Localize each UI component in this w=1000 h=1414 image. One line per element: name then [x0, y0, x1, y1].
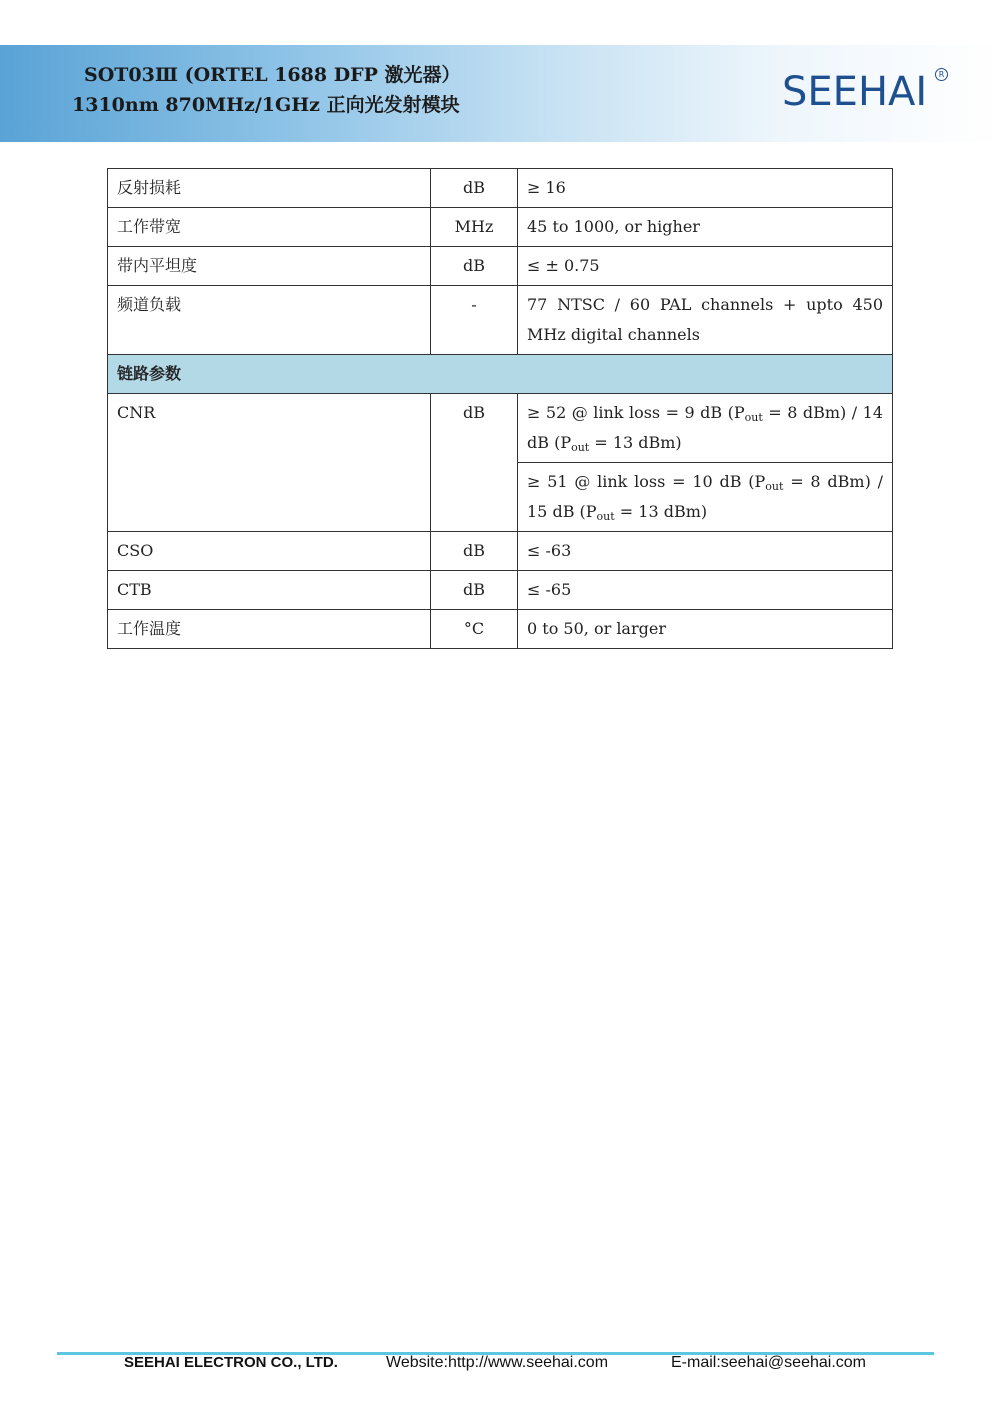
value-cell: ≥ 16 — [518, 169, 893, 208]
cnr-text: ≥ 51 @ link loss = 10 dB (P — [527, 472, 766, 491]
registered-mark-icon: R — [935, 68, 948, 81]
footer-company: SEEHAI ELECTRON CO., LTD. — [124, 1354, 338, 1371]
unit-cell: dB — [431, 532, 518, 571]
param-cell: 反射损耗 — [108, 169, 431, 208]
cnr-text: = 13 dBm) — [589, 433, 682, 452]
unit-cell: dB — [431, 571, 518, 610]
value-cell: ≤ ± 0.75 — [518, 247, 893, 286]
table-row — [108, 208, 893, 247]
cnr-subscript: out — [744, 411, 763, 424]
doc-subtitle: 1310nm 870MHz/1GHz 正向光发射模块 — [72, 94, 460, 116]
param-cell: 带内平坦度 — [108, 247, 431, 286]
unit-cell: MHz — [431, 208, 518, 247]
table-row — [108, 286, 893, 355]
cnr-text: = 13 dBm) — [614, 502, 708, 521]
param-cell: 工作温度 — [108, 610, 431, 649]
value-cell — [518, 394, 893, 463]
value-cell — [518, 463, 893, 532]
value-cell: 0 to 50, or larger — [518, 610, 893, 649]
param-cell: CNR — [108, 394, 431, 532]
unit-cell: - — [431, 286, 518, 355]
unit-cell: dB — [431, 247, 518, 286]
unit-cell: dB — [431, 169, 518, 208]
section-row — [108, 355, 893, 394]
seehai-logo: SEEHAI — [782, 69, 928, 115]
value-cell: ≤ -63 — [518, 532, 893, 571]
table-row — [108, 394, 893, 463]
param-cell: CTB — [108, 571, 431, 610]
cnr-subscript: out — [596, 510, 615, 523]
table-row — [108, 247, 893, 286]
table-row — [108, 532, 893, 571]
cnr-subscript: out — [765, 480, 784, 493]
footer-website-link[interactable]: Website:http://www.seehai.com — [386, 1354, 609, 1371]
spec-table — [107, 168, 893, 649]
footer-email-link[interactable]: E-mail:seehai@seehai.com — [671, 1354, 866, 1371]
cnr-text: ≥ 52 @ link loss = 9 dB (P — [527, 403, 745, 422]
unit-cell: dB — [431, 394, 518, 532]
param-cell: 频道负载 — [108, 286, 431, 355]
param-cell: 工作带宽 — [108, 208, 431, 247]
table-row — [108, 169, 893, 208]
doc-title: SOT03Ⅲ (ORTEL 1688 DFP 激光器） — [84, 64, 461, 86]
cnr-text: = 8 dBm) / 15 dB (P — [527, 472, 883, 521]
unit-cell: °C — [431, 610, 518, 649]
param-cell: CSO — [108, 532, 431, 571]
value-cell: 45 to 1000, or higher — [518, 208, 893, 247]
cnr-subscript: out — [571, 441, 590, 454]
value-cell: ≤ -65 — [518, 571, 893, 610]
table-row — [108, 610, 893, 649]
section-title: 链路参数 — [108, 355, 893, 394]
cnr-text: = 8 dBm) / 14 dB (P — [527, 403, 883, 452]
value-cell: 77 NTSC / 60 PAL channels + upto 450 MHz digital channels — [518, 286, 893, 355]
table-row — [108, 571, 893, 610]
